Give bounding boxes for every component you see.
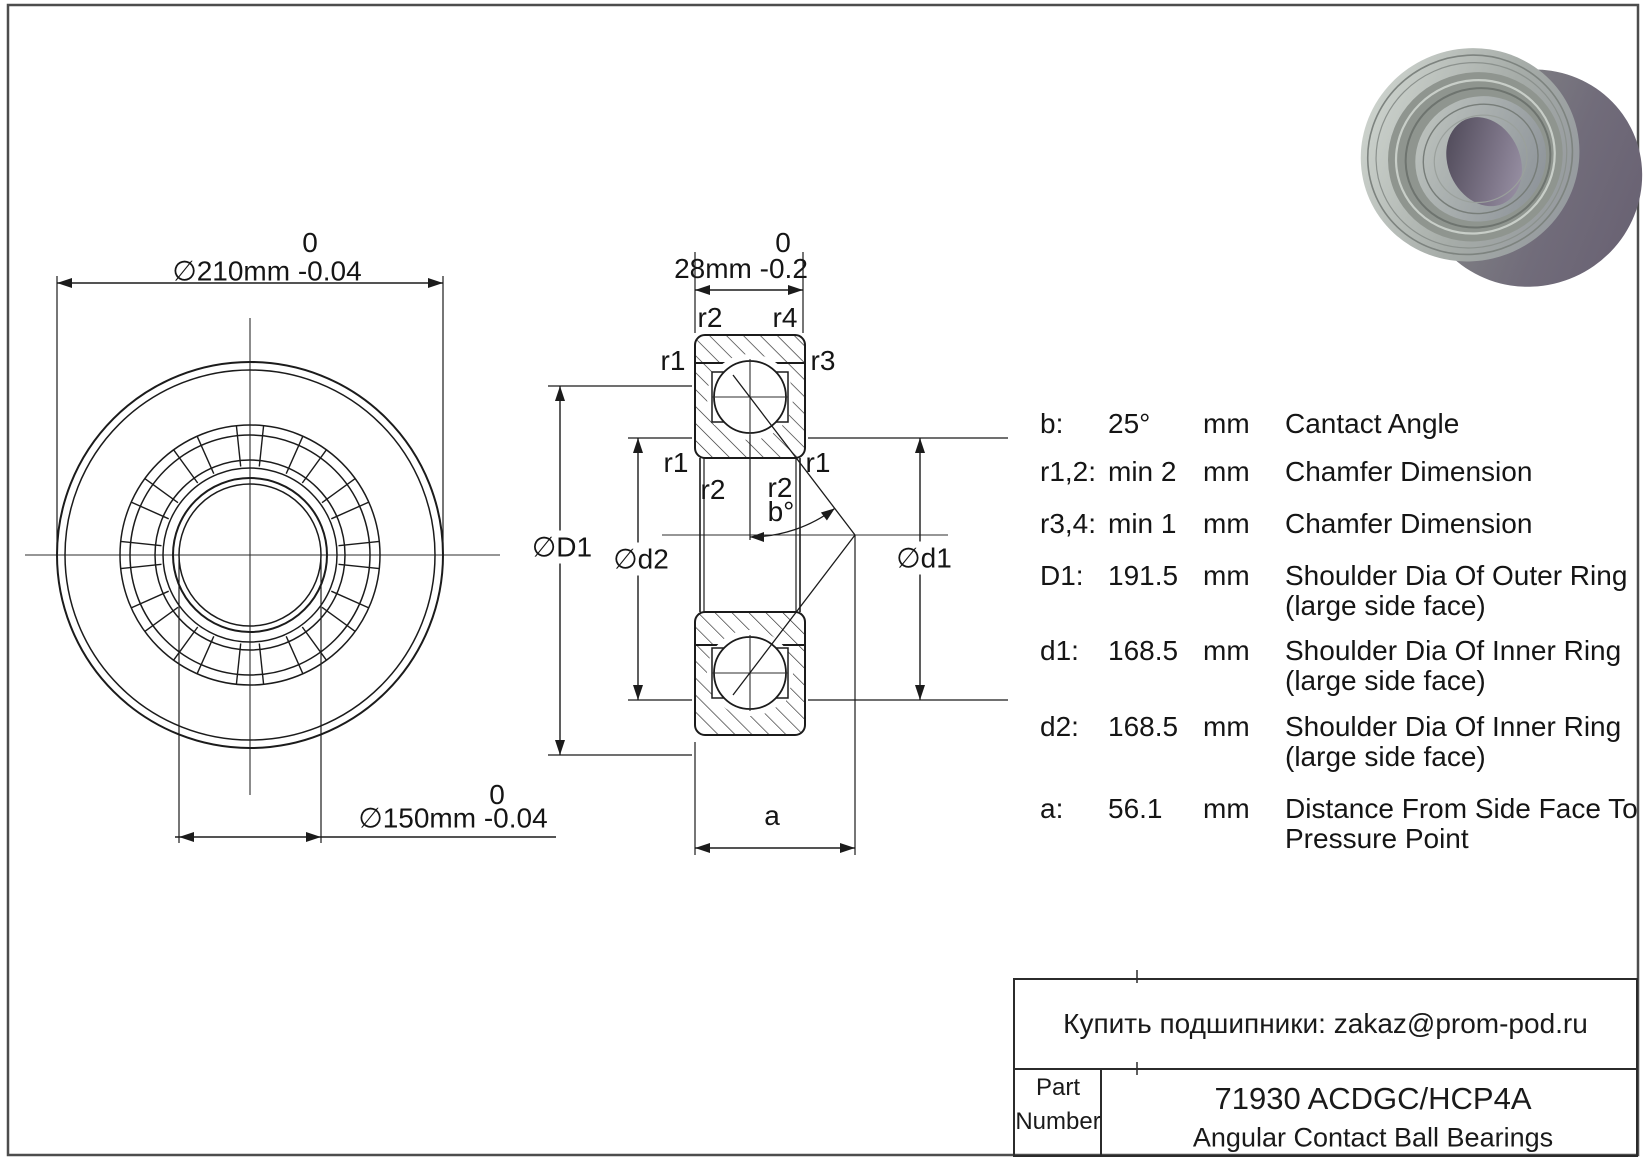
spec-unit: mm <box>1203 635 1250 666</box>
part-label-line2: Number <box>1015 1108 1101 1135</box>
spec-label: r1,2: <box>1040 456 1097 487</box>
label-r2-top: r2 <box>697 302 723 333</box>
part-number-text: 71930 ACDGC/HCP4A <box>1214 1081 1532 1116</box>
spec-desc: Cantact Angle <box>1285 408 1460 439</box>
spec-label: a: <box>1040 793 1064 824</box>
spec-unit: mm <box>1203 793 1250 824</box>
spec-unit: mm <box>1203 711 1250 742</box>
spec-label: r3,4: <box>1040 508 1097 539</box>
spec-value: min 2 <box>1108 456 1177 487</box>
spec-desc: Shoulder Dia Of Inner Ring (large side face) <box>1285 711 1622 772</box>
label-r1-mid-right: r1 <box>805 447 831 478</box>
spec-value: 56.1 <box>1108 793 1163 824</box>
front-bore-dimension: ∅150mm -0.04 <box>358 802 548 834</box>
title-block-table <box>1013 978 1638 1157</box>
spec-unit: mm <box>1203 408 1250 439</box>
front-view-drawing <box>25 276 556 843</box>
label-r1-upper-left: r1 <box>660 345 686 376</box>
label-inner-shoulder-d2: ∅d2 <box>610 543 672 576</box>
label-pressure-distance-a: a <box>764 800 780 831</box>
spec-value: 168.5 <box>1108 635 1179 666</box>
bearing-3d-render <box>1326 0 1646 340</box>
label-r4-top: r4 <box>772 302 798 333</box>
label-outer-shoulder-D1: ∅D1 <box>529 531 595 564</box>
contact-text: Купить подшипники: zakaz@prom-pod.ru <box>1063 1008 1588 1039</box>
spec-value: 191.5 <box>1108 560 1179 591</box>
spec-value: 168.5 <box>1108 711 1179 742</box>
contact-cell <box>1015 980 1636 1070</box>
spec-label: b: <box>1040 408 1064 439</box>
section-width-dimension: 28mm -0.2 <box>674 253 808 284</box>
spec-desc: Chamfer Dimension <box>1285 456 1533 487</box>
spec-desc: Chamfer Dimension <box>1285 508 1533 539</box>
spec-value: min 1 <box>1108 508 1177 539</box>
label-contact-angle: b° <box>767 496 795 527</box>
part-label-line1: Part <box>1035 1074 1081 1101</box>
spec-desc: Shoulder Dia Of Inner Ring (large side face) <box>1285 635 1622 696</box>
front-bore-tolerance-upper: 0 <box>489 779 505 810</box>
front-od-tolerance-upper: 0 <box>302 227 318 258</box>
label-r1-mid-left: r1 <box>663 447 689 478</box>
spec-unit: mm <box>1203 456 1250 487</box>
spec-value: 25° <box>1108 408 1151 439</box>
part-type-text: Angular Contact Ball Bearings <box>1192 1122 1554 1153</box>
spec-label: D1: <box>1040 560 1084 591</box>
label-inner-shoulder-d1: ∅d1 <box>893 542 955 575</box>
label-r2-low-right: r2 <box>767 472 793 503</box>
section-width-tolerance-upper: 0 <box>775 227 791 258</box>
spec-unit: mm <box>1203 560 1250 591</box>
label-r2-low-left: r2 <box>700 474 726 505</box>
spec-label: d2: <box>1040 711 1079 742</box>
spec-desc: Distance From Side Face To Pressure Point <box>1285 793 1638 854</box>
part-number-label-cell <box>1015 1070 1102 1157</box>
spec-unit: mm <box>1203 508 1250 539</box>
label-r3-upper-right: r3 <box>810 345 836 376</box>
spec-label: d1: <box>1040 635 1079 666</box>
front-od-dimension: ∅210mm -0.04 <box>172 255 362 287</box>
spec-desc: Shoulder Dia Of Outer Ring (large side face) <box>1285 560 1628 621</box>
